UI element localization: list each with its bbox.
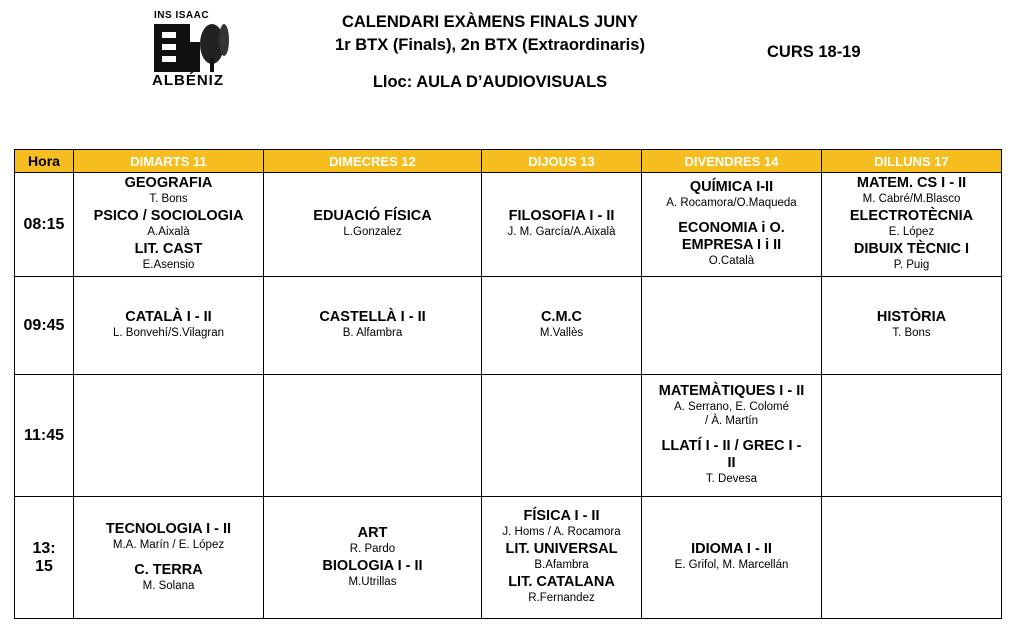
exam-subject: FILOSOFIA I - II (508, 208, 615, 224)
exam-subject: MATEM. CS I - II (856, 175, 967, 191)
day-header: DILLUNS 17 (822, 150, 1002, 173)
exam-calendar-table (14, 149, 1002, 619)
exam-subject: LLATÍ I - II / GREC I - II (661, 438, 802, 471)
exam-cell (822, 277, 1002, 375)
exam-subject: CASTELLÀ I - II (319, 309, 426, 325)
exam-subject: LIT. UNIVERSAL (505, 541, 618, 557)
day-header: DIMARTS 11 (74, 150, 264, 173)
time-slot-row (15, 173, 1002, 277)
time-cell: 13: 15 (15, 497, 74, 619)
title-line-1: CALENDARI EXÀMENS FINALS JUNY (341, 13, 639, 31)
title-line-2: 1r BTX (Finals), 2n BTX (Extraordinaris) (335, 36, 645, 54)
exam-cell (264, 173, 482, 277)
exam-teacher: A. Serrano, E. Colomé / À. Martín (673, 401, 790, 427)
exam-teacher: B. Alfambra (342, 327, 403, 339)
exam-subject: GEOGRAFIA (124, 175, 213, 191)
exam-teacher: J. Homs / A. Rocamora (502, 526, 621, 538)
exam-teacher: A. Rocamora/O.Maqueda (666, 197, 797, 209)
exam-teacher: E. Grifol, M. Marcellán (674, 559, 789, 571)
exam-cell (264, 277, 482, 375)
exam-teacher: E.Asensio (142, 259, 195, 271)
time-cell: 09:45 (15, 277, 74, 375)
exam-cell (642, 173, 822, 277)
exam-subject: DIBUIX TÈCNIC I (853, 241, 970, 257)
school-logo (150, 10, 232, 90)
time-slot-row (15, 375, 1002, 497)
location-line: Lloc: AULA D’AUDIOVISUALS (372, 73, 608, 91)
exam-cell (482, 277, 642, 375)
exam-cell (482, 497, 642, 619)
exam-subject: ECONOMIA i O. EMPRESA I i II (678, 220, 785, 253)
exam-subject: BIOLOGIA I - II (322, 557, 423, 574)
course-label: CURS 18-19 (767, 43, 861, 61)
exam-teacher: M. Solana (142, 579, 195, 592)
logo-top-text: INS ISAAC (154, 10, 210, 21)
exam-teacher: L. Bonvehí/S.Vilagran (112, 327, 225, 339)
exam-subject: CATALÀ I - II (125, 309, 212, 325)
exam-cell (642, 497, 822, 619)
exam-subject: ELECTROTÈCNIA (849, 208, 974, 224)
exam-subject: FÍSICA I - II (523, 508, 600, 524)
exam-subject: C. TERRA (134, 561, 203, 578)
exam-subject: TECNOLOGIA I - II (105, 520, 232, 537)
hora-header: Hora (15, 150, 74, 173)
exam-teacher: O.Català (708, 255, 755, 267)
exam-teacher: P. Puig (893, 259, 930, 271)
exam-subject: QUÍMICA I-II (689, 179, 774, 195)
exam-cell (264, 497, 482, 619)
exam-subject: ART (357, 524, 388, 541)
exam-teacher: B.Afambra (534, 559, 589, 571)
time-cell: 08:15 (15, 173, 74, 277)
exam-cell (822, 497, 1002, 619)
header-row (15, 150, 1002, 173)
exam-cell (482, 375, 642, 497)
exam-subject: LIT. CAST (134, 241, 203, 257)
time-slot-row (15, 497, 1002, 619)
exam-cell (74, 497, 264, 619)
exam-cell (74, 375, 264, 497)
exam-subject: MATEMÀTIQUES I - II (658, 383, 805, 399)
day-header: DIJOUS 13 (482, 150, 642, 173)
exam-cell (822, 375, 1002, 497)
exam-teacher: T. Bons (149, 193, 188, 205)
exam-cell (482, 173, 642, 277)
school-building-icon (150, 22, 232, 74)
exam-subject: EDUACIÓ FÍSICA (313, 208, 432, 224)
exam-teacher: T. Bons (892, 327, 931, 339)
exam-teacher: L.Gonzalez (343, 226, 402, 238)
exam-teacher: J. M. García/A.Aixalà (507, 226, 616, 238)
time-slot-row (15, 277, 1002, 375)
exam-cell (74, 277, 264, 375)
day-header: DIMECRES 12 (264, 150, 482, 173)
exam-cell (264, 375, 482, 497)
exam-cell (822, 173, 1002, 277)
exam-cell (642, 375, 822, 497)
exam-teacher: R. Pardo (349, 542, 396, 555)
time-cell: 11:45 (15, 375, 74, 497)
exam-subject: IDIOMA I - II (691, 541, 772, 557)
exam-cell (74, 173, 264, 277)
exam-subject: C.M.C (540, 309, 583, 325)
exam-teacher: E. López (888, 226, 935, 238)
exam-teacher: M.A. Marín / E. López (112, 538, 225, 551)
day-header: DIVENDRES 14 (642, 150, 822, 173)
exam-teacher: T. Devesa (705, 473, 758, 485)
exam-teacher: M.Vallès (539, 327, 584, 339)
exam-teacher: R.Fernandez (528, 592, 595, 604)
exam-teacher: A.Aixalà (147, 226, 190, 238)
exam-teacher: M.Utrillas (348, 575, 397, 588)
exam-cell (642, 277, 822, 375)
exam-teacher: M. Cabré/M.Blasco (862, 193, 961, 205)
exam-subject: HISTÒRIA (876, 309, 947, 325)
exam-subject: PSICO / SOCIOLOGIA (93, 208, 244, 224)
logo-bottom-text: ALBÉNIZ (152, 72, 224, 89)
exam-subject: LIT. CATALANA (508, 574, 615, 590)
